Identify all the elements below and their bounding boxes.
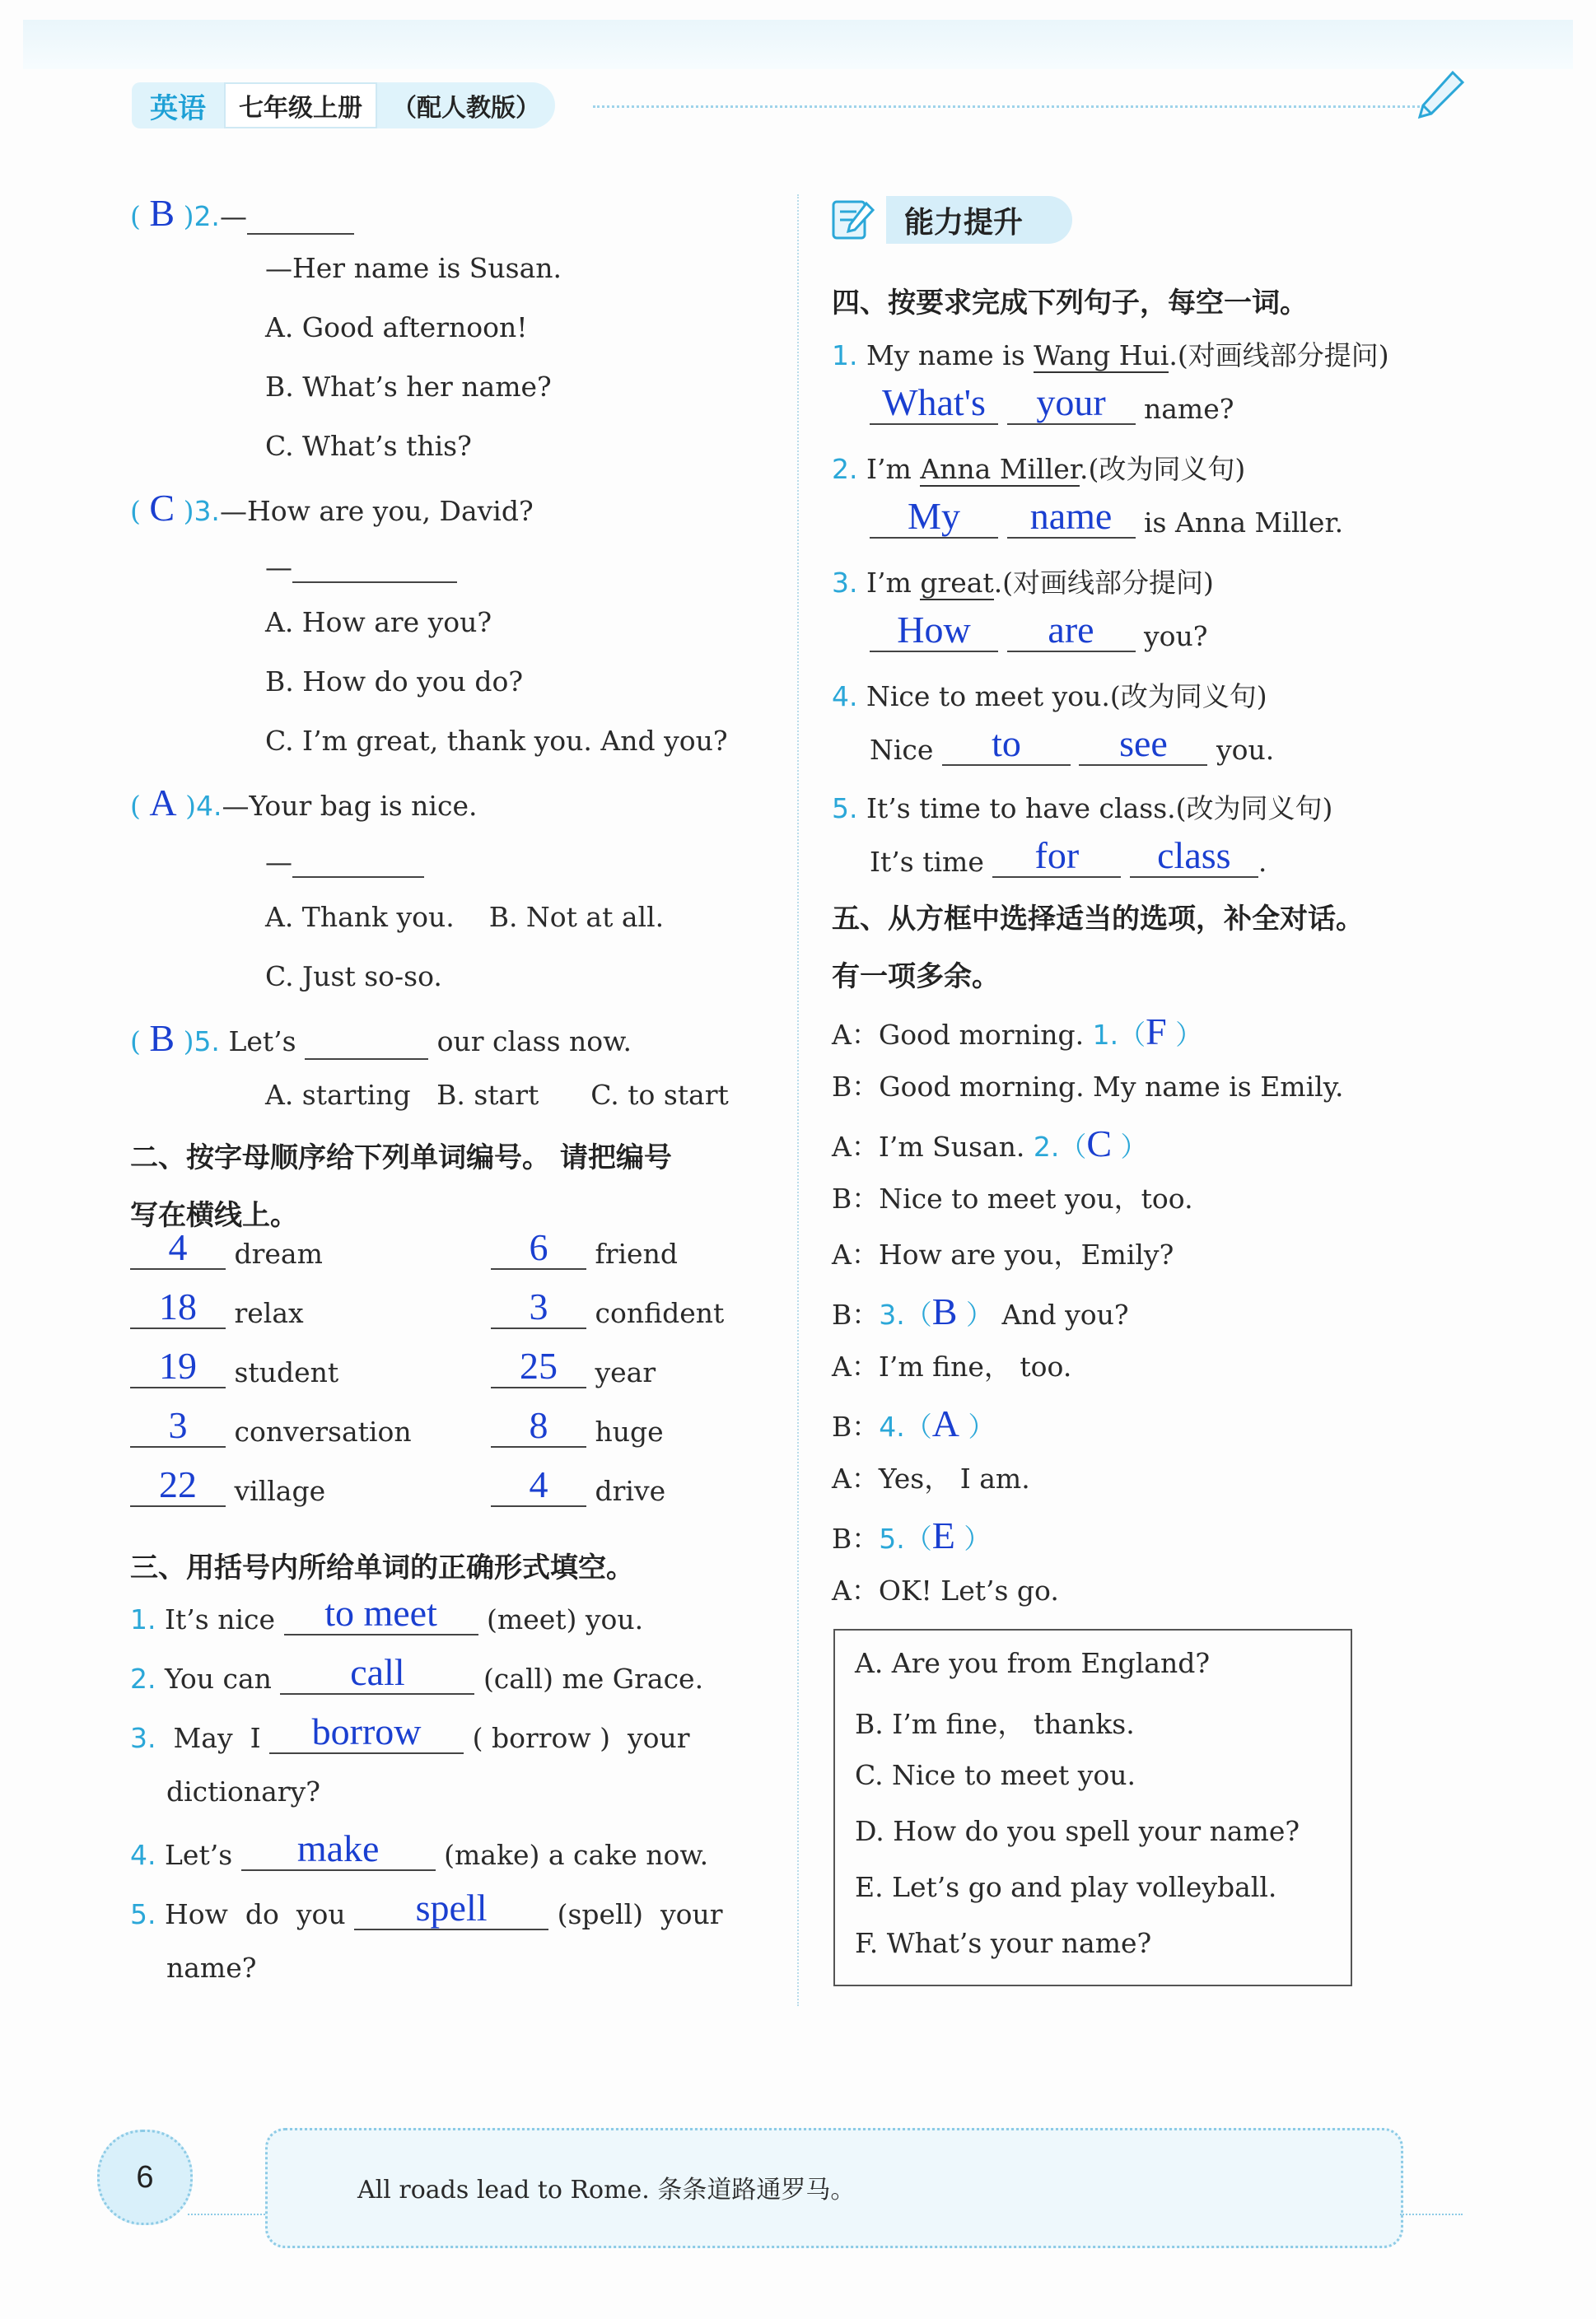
word-item: 8 huge	[491, 1410, 664, 1448]
dialog-line: B：5.（E ）	[832, 1514, 992, 1556]
dialog-line: B：3.（B ） And you?	[832, 1290, 1129, 1332]
box-option-e: E. Let’s go and play volleyball.	[855, 1871, 1277, 1903]
footer-divider	[1400, 2214, 1463, 2215]
q5-line: ( B )5. Let’s our class now.	[130, 1017, 632, 1059]
q2-line: ( B )2.—	[130, 191, 354, 235]
header-badges	[132, 82, 555, 128]
header-band	[23, 20, 1573, 69]
q3-option-a: A. How are you?	[265, 606, 492, 638]
s4-q5-answer: It’s time for class .	[870, 834, 1267, 878]
dialog-line: B：Nice to meet you，too.	[832, 1183, 1193, 1215]
s4-q2-answer: My name is Anna Miller.	[870, 501, 1343, 539]
q2-option-b: B. What’s her name?	[265, 371, 552, 403]
motto-text: All roads lead to Rome. 条条道路通罗马。	[357, 2176, 856, 2205]
s3-q2: 2. You can call (call) me Grace.	[130, 1651, 704, 1695]
dialog-line: A：Yes， I am.	[832, 1463, 1030, 1495]
section4-title: 四、按要求完成下列句子，每空一词。	[832, 287, 1308, 320]
q4-options-ab: A. Thank you. B. Not at all.	[265, 901, 665, 933]
dialog-line: B：4.（A ）	[832, 1402, 996, 1444]
dialog-line: A：OK! Let’s go.	[832, 1575, 1059, 1607]
word-item: 4 dream	[130, 1232, 323, 1270]
s3-q3-cont: dictionary?	[166, 1775, 320, 1808]
q2-option-a: A. Good afternoon!	[265, 311, 528, 343]
edition-label: （配人教版）	[377, 82, 555, 128]
s4-q5: 5. It’s time to have class.(改为同义句)	[832, 792, 1333, 824]
word-item: 25 year	[491, 1351, 656, 1388]
q3-option-c: C. I’m great, thank you. And you?	[265, 725, 728, 757]
notebook-pencil-icon	[830, 197, 876, 243]
q2-answer: B	[149, 192, 175, 234]
word-item: 19 student	[130, 1351, 338, 1388]
s4-q3: 3. I’m great.(对画线部分提问)	[832, 567, 1214, 599]
dialog-line: A：How are you，Emily?	[832, 1239, 1174, 1271]
grade-label: 七年级上册	[224, 82, 377, 128]
page-number: 6	[97, 2130, 193, 2225]
word-item: 6 friend	[491, 1232, 678, 1270]
pen-icon	[1410, 68, 1468, 125]
section5-title-1: 五、从方框中选择适当的选项，补全对话。	[832, 903, 1364, 936]
column-divider	[797, 194, 799, 2006]
ability-tab-label: 能力提升	[886, 196, 1072, 244]
q2-reply: —Her name is Susan.	[265, 252, 562, 284]
footer-divider	[188, 2214, 265, 2215]
dialog-line: A：I’m Susan. 2.（C ）	[832, 1122, 1148, 1164]
box-option-c: C. Nice to meet you.	[855, 1759, 1136, 1791]
s4-q1-answer: What's your name?	[870, 387, 1234, 425]
s3-q3: 3. May I borrow ( borrow ) your	[130, 1710, 690, 1754]
q4-line: ( A )4.—Your bag is nice.	[130, 782, 478, 824]
q4-answer: A	[149, 782, 177, 824]
s4-q2: 2. I’m Anna Miller.(改为同义句)	[832, 453, 1246, 485]
box-option-a: A. Are you from England?	[855, 1647, 1211, 1679]
word-item: 18 relax	[130, 1291, 304, 1329]
q4-option-c: C. Just so-so.	[265, 960, 442, 992]
options-box	[833, 1629, 1352, 1986]
s3-q4: 4. Let’s make (make) a cake now.	[130, 1827, 709, 1871]
q4-reply: —	[265, 840, 424, 878]
dialog-line: A：I’m fine， too.	[832, 1351, 1072, 1383]
dialog-line: A：Good morning. 1.（F ）	[832, 1010, 1203, 1052]
box-option-d: D. How do you spell your name?	[855, 1815, 1300, 1847]
section2-title-1: 二、按字母顺序给下列单词编号。 请把编号	[130, 1141, 672, 1174]
s3-q5-cont: name?	[166, 1952, 257, 1984]
dialog-line: B：Good morning. My name is Emily.	[832, 1071, 1344, 1103]
word-item: 22 village	[130, 1469, 325, 1507]
q3-option-b: B. How do you do?	[265, 665, 524, 698]
section5-title-2: 有一项多余。	[832, 960, 1000, 993]
s4-q1: 1. My name is Wang Hui.(对画线部分提问)	[832, 339, 1389, 371]
box-option-f: F. What’s your name?	[855, 1927, 1152, 1959]
q2-option-c: C. What’s this?	[265, 430, 472, 462]
s4-q3-answer: How are you?	[870, 614, 1207, 652]
s3-q1: 1. It’s nice to meet (meet) you.	[130, 1592, 644, 1635]
header-divider	[593, 105, 1425, 108]
q5-answer: B	[149, 1017, 175, 1059]
subject-label: 英语	[132, 82, 224, 128]
word-item: 3 conversation	[130, 1410, 412, 1448]
word-item: 4 drive	[491, 1469, 665, 1507]
s4-q4: 4. Nice to meet you.(改为同义句)	[832, 680, 1267, 712]
ability-tab	[830, 196, 1072, 244]
q5-options: A. starting B. start C. to start	[265, 1079, 729, 1111]
q3-answer: C	[149, 487, 175, 529]
q3-reply: —	[265, 545, 457, 583]
box-option-b: B. I’m fine， thanks.	[855, 1708, 1135, 1740]
s4-q4-answer: Nice to see you.	[870, 722, 1275, 766]
section2-title-2: 写在横线上。	[130, 1199, 298, 1232]
q3-line: ( C )3.—How are you, David?	[130, 487, 534, 529]
s3-q5: 5. How do you spell (spell) your	[130, 1887, 723, 1930]
section3-title: 三、用括号内所给单词的正确形式填空。	[130, 1551, 634, 1584]
word-item: 3 confident	[491, 1291, 724, 1329]
